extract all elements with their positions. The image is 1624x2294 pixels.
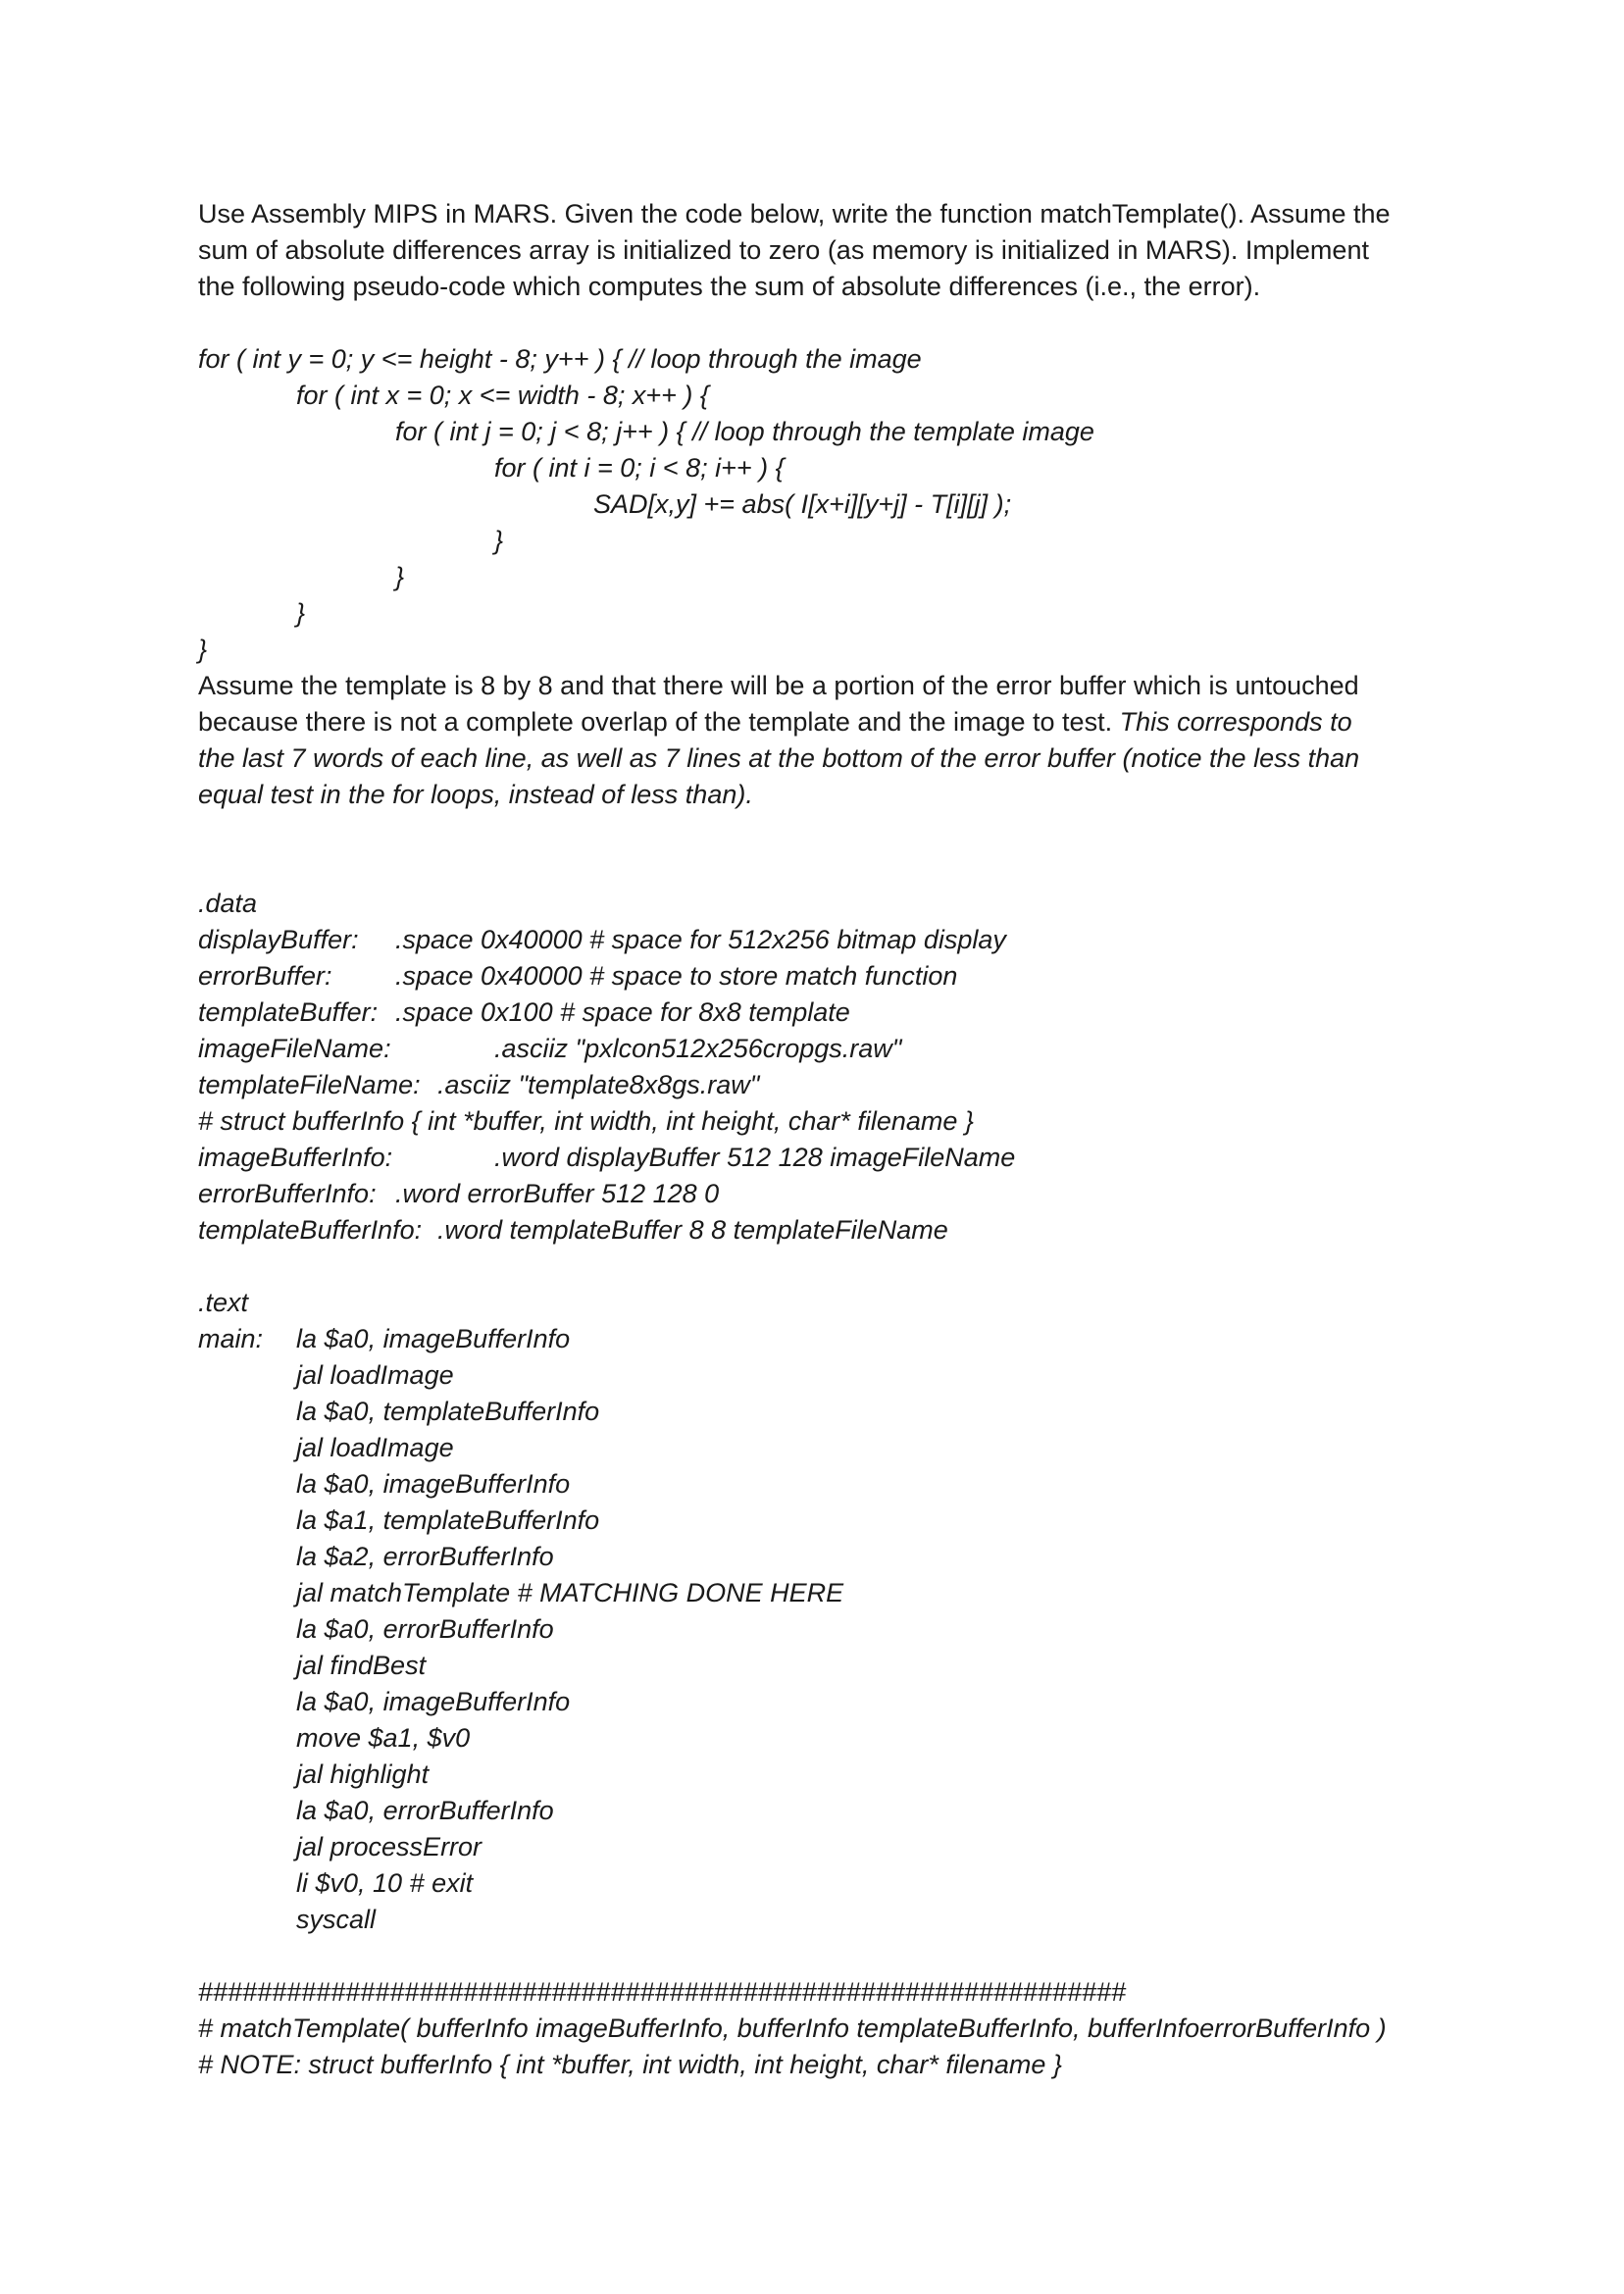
intro-line-1: Use Assembly MIPS in MARS. Given the code below, write the function matchTemplate(). Assume the [198,199,1391,229]
struct-comment: # struct bufferInfo { int *buffer, int width, int height, char* filename } [198,1106,974,1136]
data-label: templateBuffer: [198,997,379,1027]
data-value: .word displayBuffer 512 128 imageFileName [494,1143,1016,1172]
instruction: syscall [296,1905,377,1934]
data-label: errorBuffer: [198,961,332,991]
function-signature-comment: # matchTemplate( bufferInfo imageBufferInfo, bufferInfo templateBufferInfo, bufferInfoerrorBufferInfo ) [198,2014,1387,2043]
instruction: jal findBest [296,1651,427,1680]
data-value: .asciiz "template8x8gs.raw" [437,1070,760,1099]
pseudocode-line: for ( int i = 0; i < 8; i++ ) { [494,453,785,483]
data-label: imageFileName: [198,1034,391,1063]
instruction: move $a1, $v0 [296,1723,471,1753]
pseudocode-line: } [296,598,306,628]
instruction: la $a1, templateBufferInfo [296,1505,600,1535]
instruction: li $v0, 10 # exit [296,1868,474,1898]
data-label: errorBufferInfo: [198,1179,377,1208]
data-label: templateFileName: [198,1070,421,1099]
instruction: jal loadImage [296,1433,454,1462]
instruction: jal processError [296,1832,482,1861]
instruction: la $a0, templateBufferInfo [296,1397,600,1426]
assume-line-2-italic: This corresponds to [1119,707,1352,737]
intro-line-3: the following pseudo-code which computes the sum of absolute differences (i.e., the error). [198,272,1261,301]
instruction: la $a2, errorBufferInfo [296,1542,554,1571]
pseudocode-line: SAD[x,y] += abs( I[x+i][y+j] - T[i][j] ); [593,489,1012,519]
main-label: main: [198,1324,264,1353]
pseudocode-line: for ( int x = 0; x <= width - 8; x++ ) { [296,381,709,410]
pseudocode-line: for ( int y = 0; y <= height - 8; y++ ) { // loop through the image [198,344,922,374]
data-value: .space 0x100 # space for 8x8 template [395,997,850,1027]
note-comment: # NOTE: struct bufferInfo { int *buffer, int width, int height, char* filename } [198,2050,1062,2079]
pseudocode-line: for ( int j = 0; j < 8; j++ ) { // loop through the template image [395,417,1094,446]
pseudocode-line: } [395,562,405,591]
assume-line-4: equal test in the for loops, instead of less than). [198,780,753,809]
instruction: jal highlight [296,1759,430,1789]
data-directive: .data [198,889,258,918]
instruction: jal loadImage [296,1360,454,1390]
instruction: la $a0, imageBufferInfo [296,1324,571,1353]
instruction: la $a0, errorBufferInfo [296,1796,554,1825]
data-value: .word errorBuffer 512 128 0 [395,1179,720,1208]
data-value: .word templateBuffer 8 8 templateFileName [437,1215,948,1245]
instruction: jal matchTemplate # MATCHING DONE HERE [296,1578,844,1607]
data-value: .space 0x40000 # space to store match function [395,961,958,991]
assume-line-2-normal: because there is not a complete overlap of the template and the image to test. [198,707,1120,737]
data-label: displayBuffer: [198,925,359,954]
data-value: .space 0x40000 # space for 512x256 bitmap display [395,925,1006,954]
data-label: imageBufferInfo: [198,1143,393,1172]
instruction: la $a0, imageBufferInfo [296,1469,571,1499]
pseudocode-line: } [494,526,504,555]
instruction: la $a0, imageBufferInfo [296,1687,571,1716]
intro-line-2: sum of absolute differences array is initialized to zero (as memory is initialized in MARS). Implement [198,235,1369,265]
instruction: la $a0, errorBufferInfo [296,1614,554,1644]
assume-line-2 [198,704,1352,740]
text-directive: .text [198,1288,249,1317]
pseudocode-line: } [198,635,208,664]
data-label: templateBufferInfo: [198,1215,423,1245]
hash-separator: ############################################################### [198,1977,1127,2007]
data-value: .asciiz "pxlcon512x256cropgs.raw" [494,1034,902,1063]
assume-line-1: Assume the template is 8 by 8 and that there will be a portion of the error buffer which is untouched [198,671,1359,700]
assume-line-3: the last 7 words of each line, as well as 7 lines at the bottom of the error buffer (notice the less than [198,743,1360,773]
